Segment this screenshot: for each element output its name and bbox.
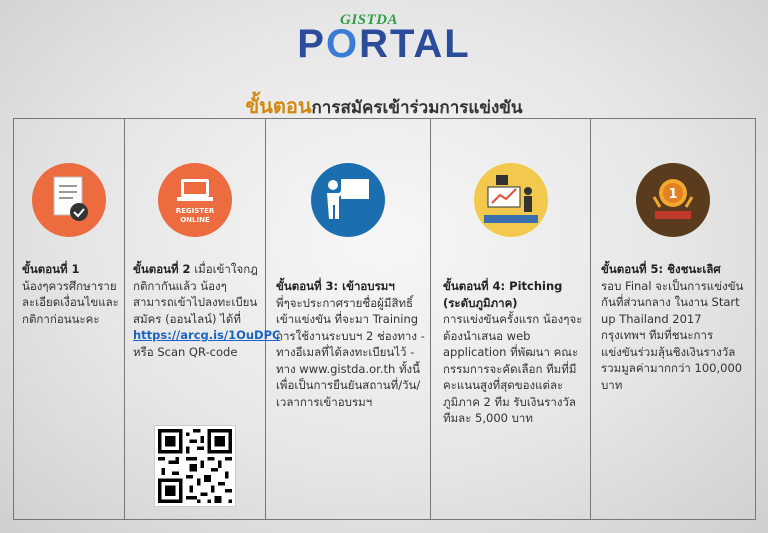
step-2-paragraph: [133, 261, 261, 327]
step-2-text: [133, 261, 281, 360]
step-3-body: พี่ๆจะประกาศรายชื่อผู้มีสิทธิ์เข้าแข่งขัน ที่จะมา Training การใช้งานระบบฯ 2 ช่องทาง - ทางอีเมลที่ได้ลงทะเบียนไว้ - ทาง www.gistda.or.th ทั้งนี้ เพื่อเป็นการยืนยันสถานที่/วัน/เวลาการเข้าอบรมฯ: [276, 295, 425, 409]
trophy-award-icon: [636, 163, 710, 237]
presenter-icon: [311, 163, 385, 237]
logo-subtitle: GISTDA: [339, 12, 398, 28]
logo-letter-o: O: [325, 22, 360, 66]
step-2-tail: หรือ Scan QR-code: [133, 344, 238, 359]
step-4-title: ขั้นตอนที่ 4: Pitching (ระดับภูมิภาค): [443, 279, 563, 310]
step-2-body: เมื่อเข้าใจกฎกติกากันแล้ว น้องๆสามารถเข้าไปลงทะเบียนสมัคร (ออนไลน์) ได้ที่: [133, 262, 258, 326]
register-link[interactable]: https://arcg.is/1OuDPC: [133, 328, 281, 342]
step-1-body: น้องๆควรศึกษารายละเอียดเงื่อนไขและกติกาก่อนนะคะ: [22, 278, 119, 326]
svg-text:ONLINE: ONLINE: [180, 216, 210, 224]
step-3-title: ขั้นตอนที่ 3: เข้าอบรมฯ: [276, 279, 395, 293]
logo-letter-p: P: [297, 22, 326, 66]
step-5-column: [591, 119, 755, 519]
step-5-title: ขั้นตอนที่ 5: ชิงชนะเลิศ: [601, 262, 721, 276]
svg-text:REGISTER: REGISTER: [175, 207, 215, 215]
step-1-text: [22, 261, 120, 327]
pitching-presentation-icon: [474, 163, 548, 237]
title-highlight: ขั้นตอน: [245, 94, 312, 118]
step-1-title: ขั้นตอนที่ 1: [22, 262, 80, 276]
logo-title: [0, 22, 768, 66]
portal-logo: [0, 12, 768, 66]
logo-letters-rest: RTAL: [359, 22, 471, 66]
steps-panel: [13, 118, 756, 520]
step-4-body: การแข่งขันครั้งแรก น้องๆจะต้องนำเสนอ web application ที่พัฒนา คณะกรรมการจะคัดเลือก ทีมที่มีคะแนนสูงที่สุดของแต่ละภูมิภาค 2 ทีม รับเงินรางวัล ทีมละ 5,000 บาท: [443, 312, 583, 425]
svg-text:1: 1: [668, 187, 678, 202]
step-3-column: [266, 119, 431, 519]
step-4-text: [443, 278, 587, 427]
document-check-icon: [32, 163, 106, 237]
step-3-text: [276, 278, 426, 410]
step-1-column: [14, 119, 125, 519]
step-2-column: [125, 119, 281, 519]
title-rest: การสมัครเข้าร่วมการแข่งขัน: [311, 98, 523, 118]
step-5-body: รอบ Final จะเป็นการแข่งขันกันที่ส่วนกลาง ในงาน Start up Thailand 2017 กรุงเทพฯ ทีมที่ชนะการแข่งขันร่วมลุ้นชิงเงินรางวัล รวมมูลค่ามากกว่า 100,000 บาท: [601, 278, 744, 392]
step-4-column: [431, 119, 591, 519]
step-2-title: ขั้นตอนที่ 2: [133, 262, 191, 276]
step-5-text: [601, 261, 749, 393]
qr-code-image: [154, 425, 236, 507]
register-online-icon: [158, 163, 232, 237]
